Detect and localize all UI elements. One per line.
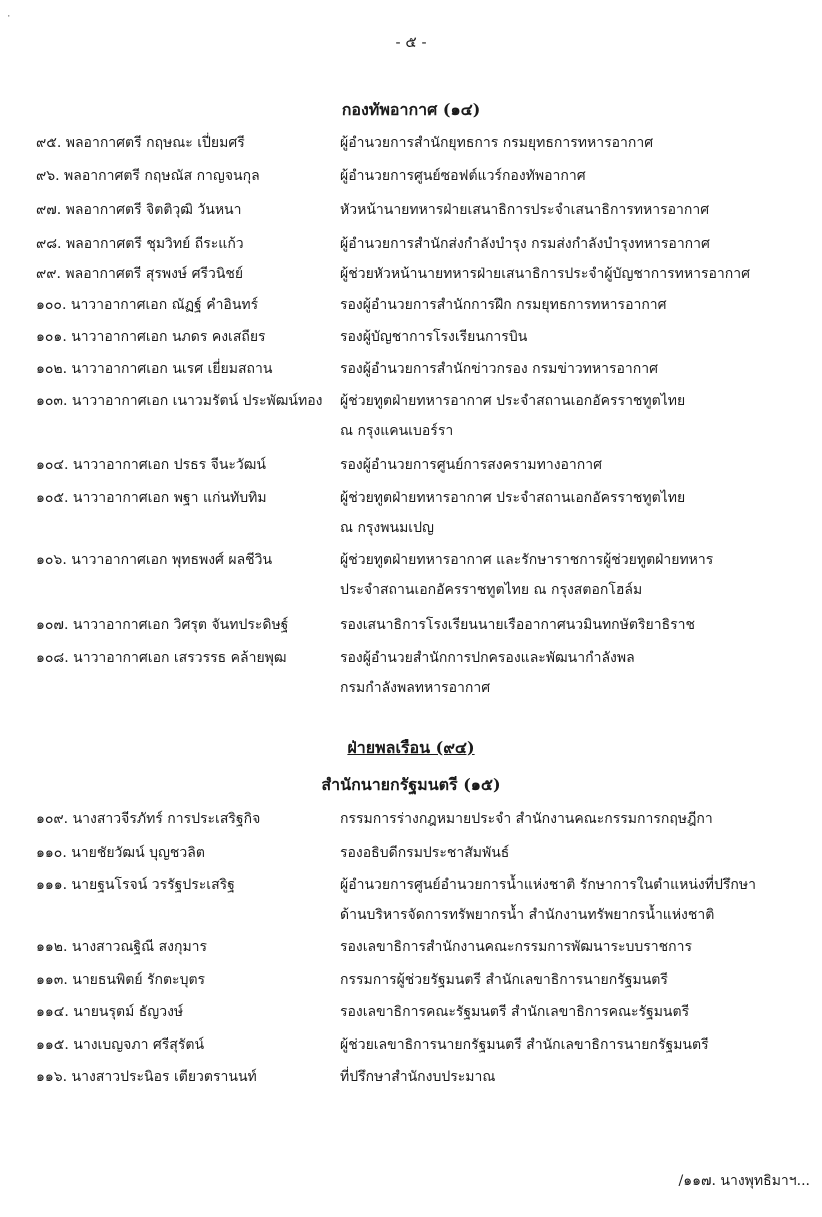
position-line: ณ กรุงแคนเบอร์รา	[340, 423, 454, 439]
appointee-name: ๑๐๒. นาวาอากาศเอก นเรศ เยี่ยมสถาน	[36, 361, 273, 377]
position-line: หัวหน้านายทหารฝ่ายเสนาธิการประจำเสนาธิการทหารอากาศ	[340, 202, 710, 218]
appointee-name: ๑๐๑. นาวาอากาศเอก นภดร คงเสถียร	[36, 329, 266, 345]
appointee-name: ๑๑๑. นายฐนโรจน์ วรรัฐประเสริฐ	[36, 877, 235, 893]
appointee-position	[340, 615, 800, 635]
appointee-name: ๑๑๖. นางสาวประนิอร เตียวตรานนท์	[36, 1069, 257, 1085]
position-line: ประจำสถานเอกอัครราชทูตไทย ณ กรุงสตอกโฮล์ม	[340, 582, 643, 598]
section-heading-civilian: ฝ่ายพลเรือน (๙๔)	[347, 738, 475, 757]
position-line: ผู้อำนวยการศูนย์อำนวยการน้ำแห่งชาติ รักษาการในตำแหน่งที่ปรึกษา	[340, 877, 756, 893]
position-line: กรรมการผู้ช่วยรัฐมนตรี สำนักเลขาธิการนายกรัฐมนตรี	[340, 972, 668, 988]
appointee-name: ๑๑๓. นายธนพิตย์ รักตะบุตร	[36, 972, 206, 988]
appointee-position	[340, 488, 800, 538]
position-line: กรรมการร่างกฎหมายประจำ สำนักงานคณะกรรมการกฤษฎีกา	[340, 811, 713, 827]
appointee-position	[340, 455, 800, 475]
position-line: ด้านบริหารจัดการทรัพยากรน้ำ สำนักงานทรัพยากรน้ำแห่งชาติ	[340, 907, 715, 923]
position-line: กรมกำลังพลทหารอากาศ	[340, 680, 491, 696]
appointee-position	[340, 1067, 800, 1087]
position-line: รองผู้อำนวยการศูนย์การสงครามทางอากาศ	[340, 457, 603, 473]
position-line: ผู้อำนวยการสำนักยุทธการ กรมยุทธการทหารอากาศ	[340, 135, 654, 151]
appointee-position	[340, 875, 800, 925]
appointee-position	[340, 264, 800, 284]
appointee-name: ๑๐๕. นาวาอากาศเอก พฐา แก่นทับทิม	[36, 490, 267, 506]
appointee-position	[340, 359, 800, 379]
appointee-name: ๑๐๖. นาวาอากาศเอก พุทธพงศ์ ผลชีวิน	[36, 552, 273, 568]
appointee-position	[340, 843, 800, 863]
appointee-name: ๑๐๔. นาวาอากาศเอก ปรธร จีนะวัฒน์	[36, 457, 266, 473]
appointee-name: ๑๑๔. นายนรุตม์ ธัญวงษ์	[36, 1004, 184, 1020]
appointee-position	[340, 234, 800, 254]
appointee-name: ๑๐๓. นาวาอากาศเอก เนาวมรัตน์ ประพัฒน์ทอง	[36, 393, 323, 409]
position-line: ผู้ช่วยทูตฝ่ายทหารอากาศ ประจำสถานเอกอัครราชทูตไทย	[340, 393, 686, 409]
appointee-name: ๑๐๙. นางสาวจีรภัทร์ การประเสริฐกิจ	[36, 811, 261, 827]
corner-mark: ˙	[6, 14, 12, 27]
position-line: ณ กรุงพนมเปญ	[340, 520, 434, 536]
appointee-position	[340, 648, 800, 698]
appointee-position	[340, 295, 800, 315]
appointee-name: ๑๐๐. นาวาอากาศเอก ณัฏฐ์ คำอินทร์	[36, 297, 259, 313]
position-line: ผู้ช่วยทูตฝ่ายทหารอากาศ ประจำสถานเอกอัครราชทูตไทย	[340, 490, 686, 506]
appointee-position	[340, 1035, 800, 1055]
position-line: รองผู้อำนวยการสำนักข่าวกรอง กรมข่าวทหารอากาศ	[340, 361, 659, 377]
position-line: รองเลขาธิการคณะรัฐมนตรี สำนักเลขาธิการคณะรัฐมนตรี	[340, 1004, 690, 1020]
appointee-name: ๙๕. พลอากาศตรี กฤษณะ เปี่ยมศรี	[36, 135, 245, 151]
appointee-name: ๑๑๕. นางเบญจภา ศรีสุรัตน์	[36, 1037, 205, 1053]
appointee-position	[340, 809, 800, 829]
appointee-position	[340, 166, 800, 186]
appointee-name: ๑๑๒. นางสาวณฐิณี สงกุมาร	[36, 939, 208, 955]
appointee-position	[340, 133, 800, 153]
appointee-position	[340, 937, 800, 957]
section-heading-pm-office: สำนักนายกรัฐมนตรี (๑๕)	[321, 775, 501, 794]
continuation-note: /๑๑๗. นางพุทธิมาฯ...	[678, 1173, 810, 1189]
position-line: ผู้ช่วยหัวหน้านายทหารฝ่ายเสนาธิการประจำผู้บัญชาการทหารอากาศ	[340, 266, 750, 282]
appointee-name: ๙๙. พลอากาศตรี สุรพงษ์ ศรีวนิชย์	[36, 266, 244, 282]
position-line: ที่ปรึกษาสำนักงบประมาณ	[340, 1069, 496, 1085]
appointee-position	[340, 550, 800, 600]
appointee-position	[340, 391, 800, 441]
position-line: รองผู้อำนวยการสำนักการฝึก กรมยุทธการทหารอากาศ	[340, 297, 667, 313]
appointee-name: ๑๐๗. นาวาอากาศเอก วิศรุต จันทประดิษฐ์	[36, 617, 289, 633]
appointee-name: ๙๗. พลอากาศตรี จิตติวุฒิ วันหนา	[36, 202, 242, 218]
position-line: รองอธิบดีกรมประชาสัมพันธ์	[340, 845, 510, 861]
position-line: ผู้อำนวยการศูนย์ซอฟต์แวร์กองทัพอากาศ	[340, 168, 586, 184]
appointee-name: ๙๘. พลอากาศตรี ชุมวิทย์ ถีระแก้ว	[36, 236, 244, 252]
position-line: รองเสนาธิการโรงเรียนนายเรืออากาศนวมินทกษัตริยาธิราช	[340, 617, 695, 633]
appointee-position	[340, 327, 800, 347]
appointee-position	[340, 1002, 800, 1022]
position-line: รองผู้อำนวยสำนักการปกครองและพัฒนากำลังพล	[340, 650, 635, 666]
position-line: รองผู้บัญชาการโรงเรียนการบิน	[340, 329, 528, 345]
page-number: - ๕ -	[395, 33, 427, 51]
appointee-position	[340, 970, 800, 990]
position-line: รองเลขาธิการสำนักงานคณะกรรมการพัฒนาระบบราชการ	[340, 939, 693, 955]
appointee-name: ๙๖. พลอากาศตรี กฤษณัส กาญจนกุล	[36, 168, 260, 184]
appointee-name: ๑๐๘. นาวาอากาศเอก เสรวรรธ คล้ายพุฒ	[36, 650, 287, 666]
section-heading-air-force: กองทัพอากาศ (๑๔)	[341, 100, 481, 119]
position-line: ผู้อำนวยการสำนักส่งกำลังบำรุง กรมส่งกำลังบำรุงทหารอากาศ	[340, 236, 710, 252]
appointee-position	[340, 200, 800, 220]
position-line: ผู้ช่วยทูตฝ่ายทหารอากาศ และรักษาราชการผู้ช่วยทูตฝ่ายทหาร	[340, 552, 714, 568]
position-line: ผู้ช่วยเลขาธิการนายกรัฐมนตรี สำนักเลขาธิการนายกรัฐมนตรี	[340, 1037, 709, 1053]
appointee-name: ๑๑๐. นายชัยวัฒน์ บุญชวลิต	[36, 845, 205, 861]
